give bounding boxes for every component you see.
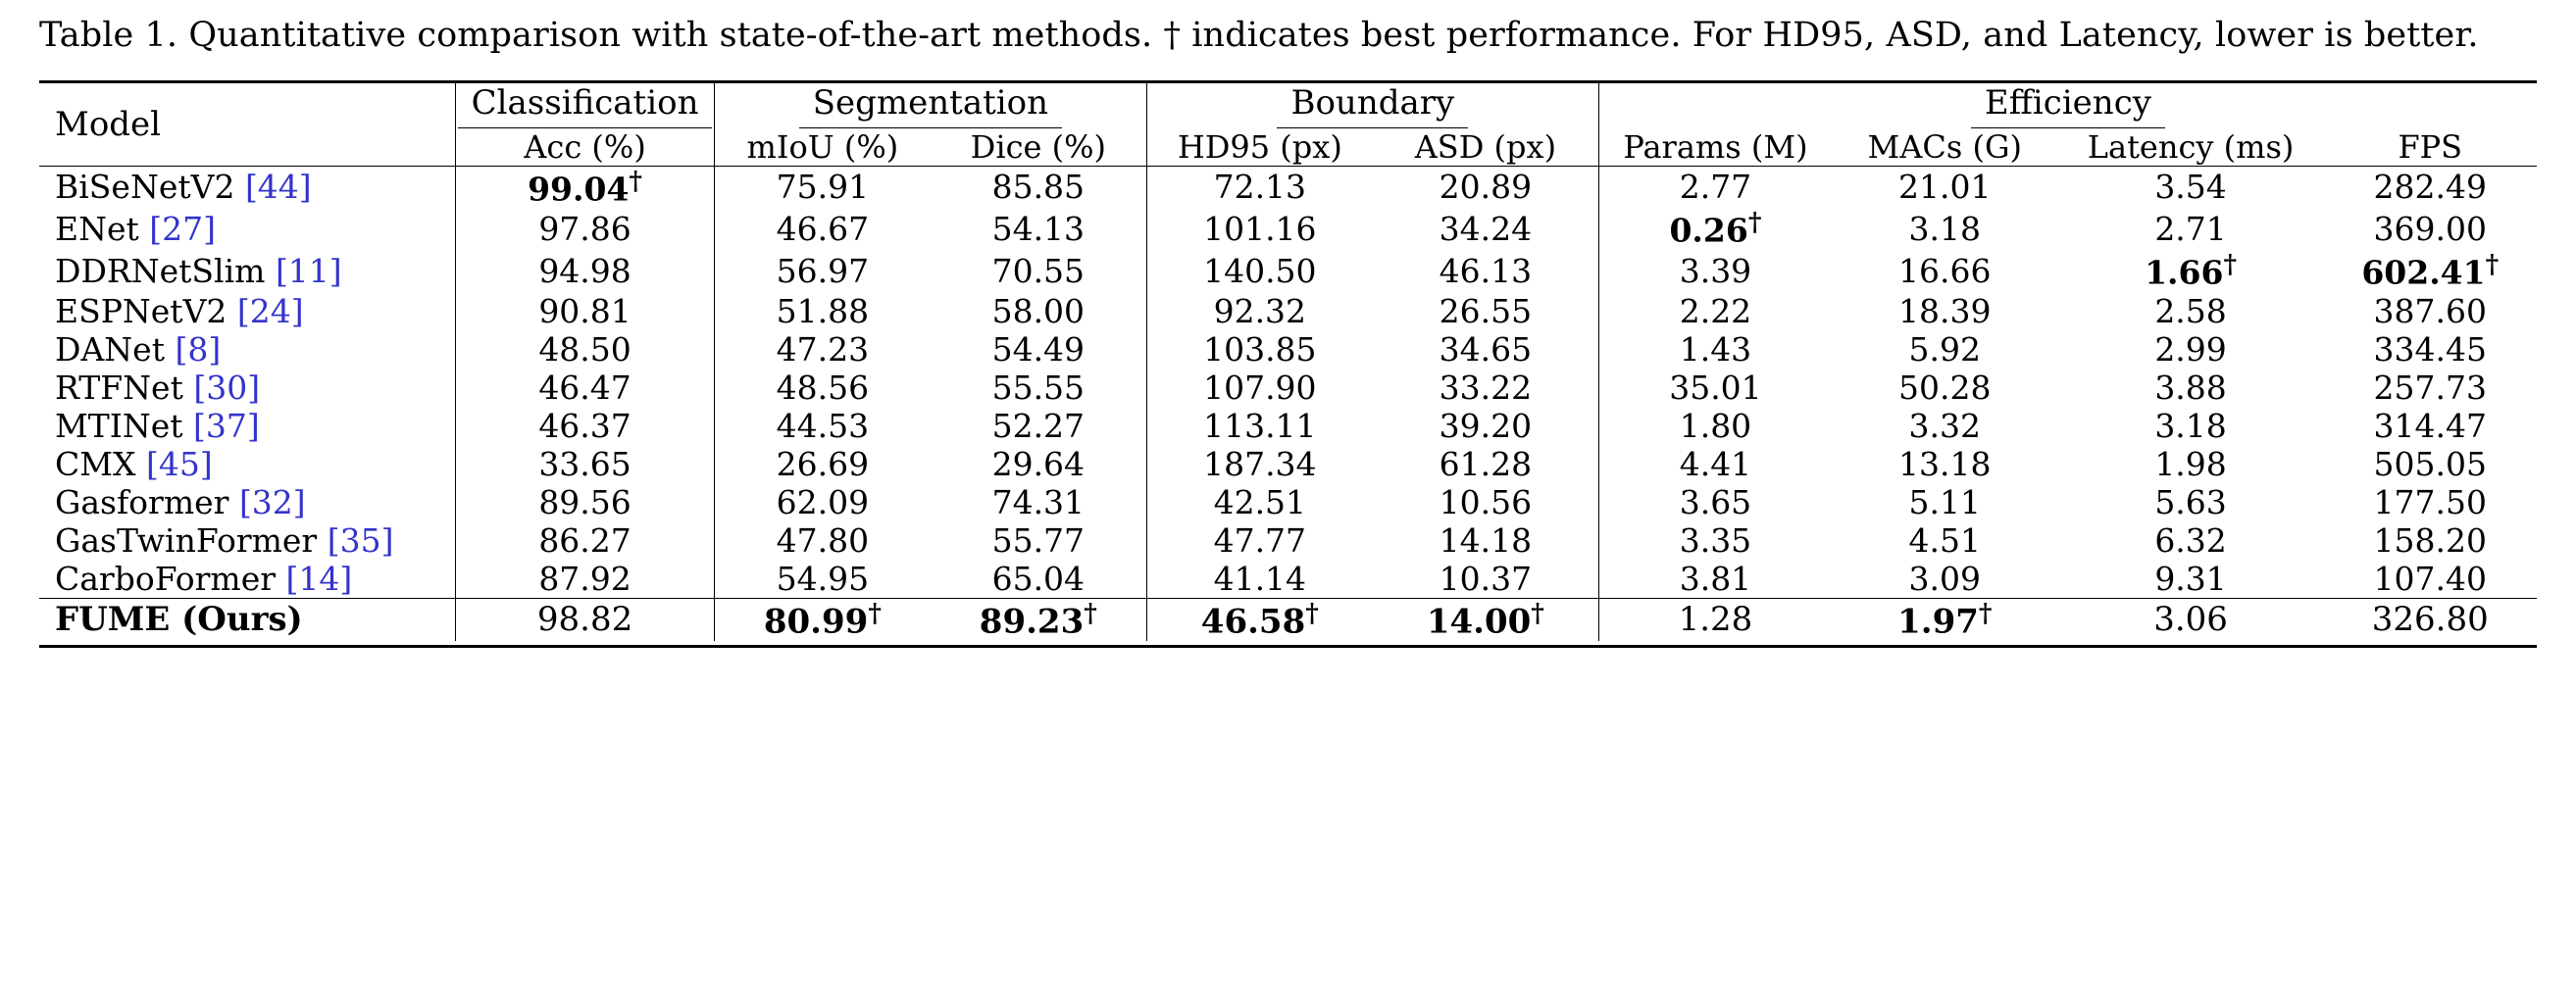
cell-fps: 282.49 [2324, 166, 2537, 208]
cell-latency: 2.71 [2154, 210, 2227, 249]
group-header-efficiency: Efficiency [1598, 81, 2537, 128]
header-dice: Dice (%) [970, 127, 1106, 166]
header-asd: ASD (px) [1414, 127, 1557, 166]
cell-hd95: 46.58† [1146, 598, 1373, 641]
row-model-name: GasTwinFormer [35] [55, 520, 394, 560]
citation-link[interactable]: [32] [238, 482, 306, 521]
cell-macs: 13.18 [1898, 444, 1992, 483]
cell-acc: 87.92 [456, 560, 715, 599]
header-fps: FPS [2398, 127, 2463, 166]
table-row [39, 560, 2537, 599]
cell-macs: 5.11 [1908, 482, 1982, 521]
cell-latency: 1.98 [2154, 444, 2227, 483]
cell-miou: 48.56 [714, 369, 930, 407]
caption-text: Quantitative comparison with state-of-the-art methods. † indicates best performance. For HD95, ASD, and Latency, lower is better. [188, 16, 2479, 55]
cell-hd95: 42.51 [1146, 483, 1373, 521]
header-miou: mIoU (%) [714, 128, 930, 167]
cell-params: 1.80 [1598, 407, 1832, 445]
cell-dice: 55.77 [991, 520, 1086, 560]
cell-latency: 3.18 [2154, 406, 2227, 445]
cell-asd: 34.65 [1439, 329, 1533, 369]
row-model-name: ESPNetV2 [24] [55, 291, 304, 330]
cell-miou: 44.53 [714, 407, 930, 445]
cell-miou: 46.67 [714, 208, 930, 250]
cell-dice: 74.31 [991, 482, 1086, 521]
cell-params: 2.77 [1598, 166, 1832, 208]
row-model-name: CarboFormer [14] [55, 559, 353, 598]
header-model: Model [39, 81, 456, 166]
row-model-name: ENet [27] [55, 210, 217, 249]
cell-fps: 257.73 [2373, 368, 2487, 407]
cell-params: 4.41 [1598, 445, 1832, 483]
cell-latency: 6.32 [2154, 520, 2227, 560]
table-bottom-rule [39, 641, 2537, 647]
cell-asd: 34.24 [1439, 210, 1533, 249]
cell-dice: 29.64 [991, 444, 1086, 483]
citation-link[interactable]: [14] [285, 559, 353, 598]
citation-link[interactable]: [8] [175, 329, 222, 369]
cell-params: 1.28 [1598, 598, 1832, 641]
cell-hd95: 140.50 [1146, 250, 1373, 292]
cell-dice: 54.13 [991, 210, 1086, 249]
cell-dice: 55.55 [991, 368, 1086, 407]
cell-dice: 85.85 [931, 166, 1146, 208]
cell-latency: 2.58 [2154, 291, 2227, 330]
cell-acc: 89.56 [456, 483, 715, 521]
cell-acc: 94.98 [456, 250, 715, 292]
table-row [39, 208, 2537, 250]
header-macs: MACs (G) [1867, 127, 2023, 166]
cell-params: 2.22 [1598, 292, 1832, 330]
cell-acc: 98.82 [456, 598, 715, 641]
cell-hd95: 101.16 [1146, 208, 1373, 250]
cell-params: 3.35 [1598, 521, 1832, 560]
header-latency: Latency (ms) [2087, 127, 2295, 166]
group-header-segmentation: Segmentation [714, 81, 1146, 128]
cell-fps: 334.45 [2373, 329, 2487, 369]
table-row [39, 521, 2537, 560]
row-model-name: BiSeNetV2 [44] [39, 166, 456, 208]
cell-fps: 177.50 [2373, 482, 2487, 521]
cell-params: 1.43 [1598, 330, 1832, 369]
header-hd95: HD95 (px) [1146, 128, 1373, 167]
header-params: Params (M) [1598, 128, 1832, 167]
cell-fps: 326.80 [2324, 598, 2537, 641]
cell-miou: 62.09 [714, 483, 930, 521]
cell-params: 3.65 [1598, 483, 1832, 521]
cell-hd95: 47.77 [1146, 521, 1373, 560]
cell-dice: 58.00 [991, 291, 1086, 330]
cell-acc: 90.81 [456, 292, 715, 330]
cell-asd: 10.56 [1439, 482, 1533, 521]
row-model-name: Gasformer [32] [55, 482, 306, 521]
cell-miou: 75.91 [714, 166, 930, 208]
cell-miou: 26.69 [714, 445, 930, 483]
table-caption [39, 14, 2537, 59]
cell-latency: 1.66† [2145, 249, 2238, 292]
cell-macs: 3.18 [1908, 210, 1982, 249]
cell-macs: 3.09 [1908, 559, 1982, 598]
cell-hd95: 41.14 [1146, 560, 1373, 599]
cell-hd95: 187.34 [1146, 445, 1373, 483]
cell-miou: 80.99† [714, 598, 930, 641]
cell-latency: 5.63 [2154, 482, 2227, 521]
cell-acc: 48.50 [456, 330, 715, 369]
cell-hd95: 113.11 [1146, 407, 1373, 445]
cell-asd: 33.22 [1439, 368, 1533, 407]
cell-asd: 10.37 [1439, 559, 1533, 598]
cell-macs: 1.97† [1832, 598, 2058, 641]
cell-asd: 61.28 [1439, 444, 1533, 483]
cell-miou: 54.95 [714, 560, 930, 599]
cell-fps: 602.41† [2361, 249, 2500, 292]
cell-miou: 47.80 [714, 521, 930, 560]
cell-acc: 86.27 [456, 521, 715, 560]
citation-link[interactable]: [30] [193, 368, 261, 407]
cell-acc: 46.37 [456, 407, 715, 445]
cell-latency: 2.99 [2154, 329, 2227, 369]
cell-params: 3.39 [1598, 250, 1832, 292]
cell-fps: 314.47 [2373, 406, 2487, 445]
citation-link[interactable]: [35] [327, 520, 394, 560]
cell-params: 35.01 [1598, 369, 1832, 407]
header-acc: Acc (%) [456, 128, 715, 167]
cell-macs: 16.66 [1898, 251, 1992, 290]
cell-fps: 387.60 [2373, 291, 2487, 330]
cell-acc: 33.65 [456, 445, 715, 483]
table-row [39, 483, 2537, 521]
cell-hd95: 92.32 [1146, 292, 1373, 330]
cell-acc: 97.86 [456, 208, 715, 250]
cell-latency: 3.88 [2154, 368, 2227, 407]
row-model-name: DANet [8] [55, 329, 222, 369]
row-model-name: CMX [45] [55, 444, 213, 483]
cell-fps: 369.00 [2373, 210, 2487, 249]
cell-params: 3.81 [1598, 560, 1832, 599]
cell-dice: 54.49 [991, 329, 1086, 369]
table-row [39, 369, 2537, 407]
comparison-table [39, 80, 2537, 649]
table-row [39, 250, 2537, 292]
cell-acc: 46.47 [456, 369, 715, 407]
group-header-row [39, 81, 2537, 128]
citation-link[interactable]: [11] [275, 251, 342, 290]
cell-asd: 46.13 [1439, 251, 1533, 290]
citation-link[interactable]: [24] [236, 291, 304, 330]
cell-asd: 20.89 [1373, 166, 1599, 208]
cell-macs: 4.51 [1908, 520, 1982, 560]
cell-asd: 39.20 [1439, 406, 1533, 445]
row-model-name: FUME (Ours) [39, 598, 456, 641]
cell-latency: 3.54 [2058, 166, 2324, 208]
cell-hd95: 107.90 [1146, 369, 1373, 407]
cell-macs: 5.92 [1908, 329, 1982, 369]
cell-fps: 107.40 [2373, 559, 2487, 598]
row-model-name: RTFNet [30] [55, 368, 261, 407]
cell-asd: 14.18 [1439, 520, 1533, 560]
cell-miou: 51.88 [714, 292, 930, 330]
cell-miou: 56.97 [714, 250, 930, 292]
cell-params: 0.26† [1598, 208, 1832, 250]
cell-miou: 47.23 [714, 330, 930, 369]
cell-dice: 65.04 [991, 559, 1086, 598]
cell-latency: 3.06 [2058, 598, 2324, 641]
citation-link[interactable]: [37] [193, 406, 260, 445]
cell-macs: 50.28 [1898, 368, 1992, 407]
cell-hd95: 103.85 [1146, 330, 1373, 369]
cell-macs: 21.01 [1832, 166, 2058, 208]
cell-asd: 14.00† [1373, 598, 1599, 641]
cell-asd: 26.55 [1439, 291, 1533, 330]
cell-hd95: 72.13 [1146, 166, 1373, 208]
table-row [39, 166, 2537, 208]
group-header-classification: Classification [456, 81, 715, 128]
citation-link[interactable]: [27] [149, 210, 217, 249]
table-row-ours [39, 598, 2537, 641]
caption-label: Table 1. [39, 16, 178, 55]
cell-macs: 18.39 [1898, 291, 1992, 330]
citation-link[interactable]: [45] [146, 444, 213, 483]
cell-dice: 70.55 [991, 251, 1086, 290]
cell-latency: 9.31 [2154, 559, 2227, 598]
group-header-boundary: Boundary [1146, 81, 1598, 128]
cell-fps: 158.20 [2373, 520, 2487, 560]
row-model-name: DDRNetSlim [11] [55, 251, 342, 290]
row-model-name: MTINet [37] [55, 406, 260, 445]
cell-dice: 52.27 [991, 406, 1086, 445]
table-row [39, 292, 2537, 330]
table-row [39, 330, 2537, 369]
table-row [39, 445, 2537, 483]
cell-macs: 3.32 [1908, 406, 1982, 445]
cell-acc: 99.04† [456, 166, 715, 208]
cell-fps: 505.05 [2373, 444, 2487, 483]
table-row [39, 407, 2537, 445]
cell-dice: 89.23† [931, 598, 1146, 641]
citation-link[interactable]: [44] [244, 168, 312, 207]
